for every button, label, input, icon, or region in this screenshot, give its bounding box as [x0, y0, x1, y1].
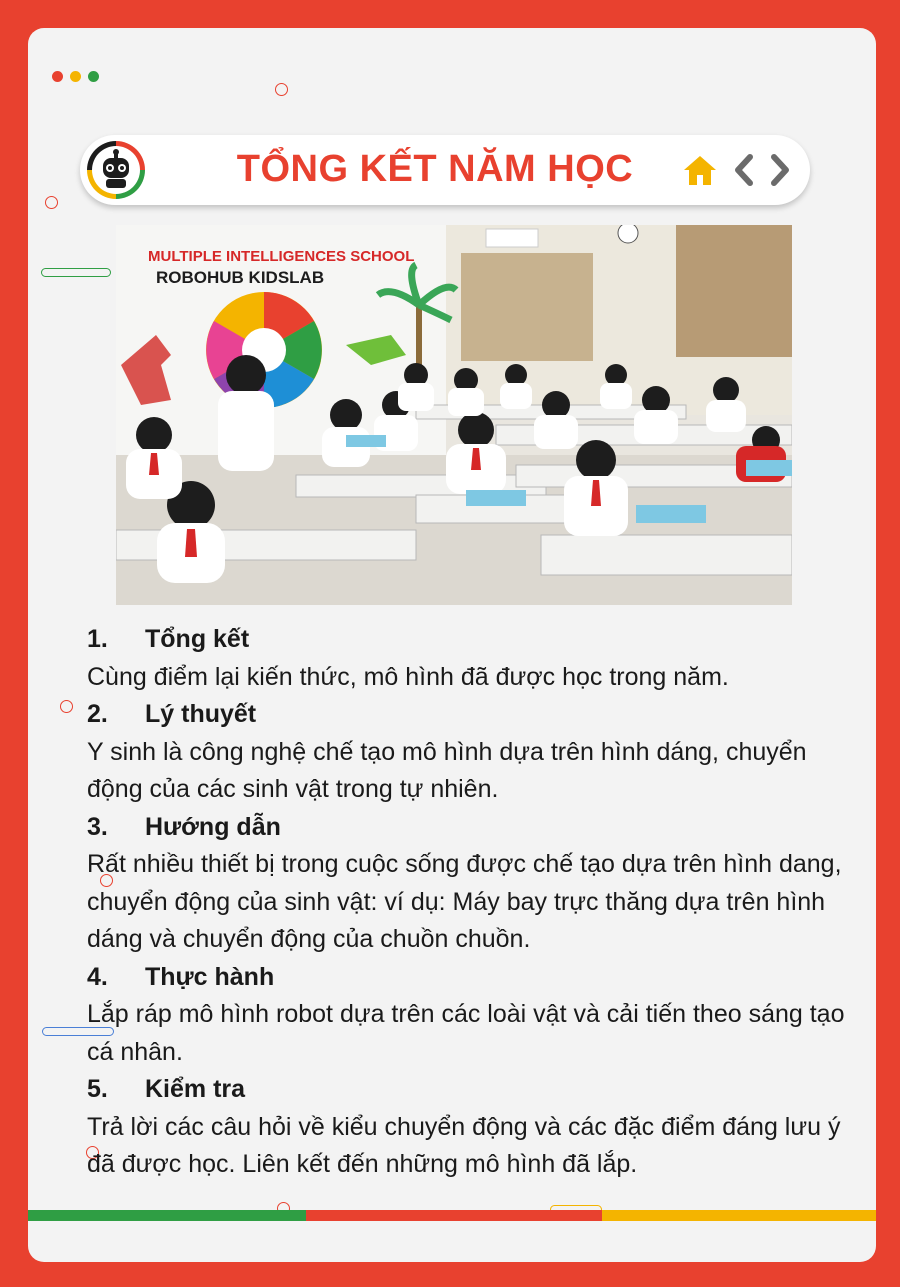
classroom-photo: [116, 225, 792, 605]
header-bar: [80, 135, 810, 205]
nav-controls: [680, 151, 798, 189]
bar-yellow: [602, 1210, 876, 1221]
bar-red: [306, 1210, 602, 1221]
robot-icon: [92, 146, 140, 194]
home-icon[interactable]: [680, 151, 720, 189]
deco-circle: [275, 83, 288, 96]
green-dot: [88, 71, 99, 82]
section-title: Hướng dẫn: [145, 812, 281, 841]
section-heading: [87, 1071, 867, 1109]
deco-pill-green: [41, 268, 111, 277]
section-number: 1.: [87, 625, 108, 653]
section-number: 5.: [87, 1075, 108, 1103]
chevron-left-icon[interactable]: [730, 151, 758, 189]
section-heading: [87, 696, 867, 734]
section-heading: [87, 621, 867, 659]
deco-circle: [60, 700, 73, 713]
window-dots: [52, 71, 99, 82]
wall-sign-line1: MULTIPLE INTELLIGENCES SCHOOL: [148, 248, 415, 265]
yellow-dot: [70, 71, 81, 82]
content-list: [87, 621, 867, 1184]
bottom-color-bar: [28, 1210, 876, 1221]
section-number: 3.: [87, 812, 108, 841]
section-text: Cùng điểm lại kiến thức, mô hình đã được học trong năm.: [87, 662, 729, 691]
section-title: Kiểm tra: [145, 1075, 246, 1103]
section-text: Trả lời các câu hỏi về kiểu chuyển động và các đặc điểm đáng lưu ý đã được học. Liên kết đến những mô hình đã lắp.: [87, 1112, 841, 1178]
section-text: Rất nhiều thiết bị trong cuộc sống được chế tạo dựa trên hình dang, chuyển động của sinh vật: ví dụ: Máy bay trực thăng dựa trên hình dáng và chuyển động của chuồn chuồn.: [87, 850, 842, 953]
bar-green: [28, 1210, 306, 1221]
section-text: Y sinh là công nghệ chế tạo mô hình dựa trên hình dáng, chuyển động của các sinh vật trong tự nhiên.: [87, 737, 807, 803]
red-dot: [52, 71, 63, 82]
wall-sign-line2: ROBOHUB KIDSLAB: [156, 268, 325, 287]
robohub-logo: [87, 141, 145, 199]
section-number: 2.: [87, 700, 108, 728]
chevron-right-icon[interactable]: [766, 151, 794, 189]
section-title: Tổng kết: [145, 625, 250, 653]
section-title: Lý thuyết: [145, 700, 257, 728]
section-heading: [87, 809, 867, 847]
section-text: Lắp ráp mô hình robot dựa trên các loài vật và cải tiến theo sáng tạo cá nhân.: [87, 1000, 845, 1066]
section-number: 4.: [87, 962, 108, 991]
deco-circle: [45, 196, 58, 209]
section-title: Thực hành: [145, 962, 275, 991]
section-heading: [87, 959, 867, 997]
page-card: [28, 28, 876, 1262]
page-title: TỔNG KẾT NĂM HỌC: [236, 148, 634, 190]
